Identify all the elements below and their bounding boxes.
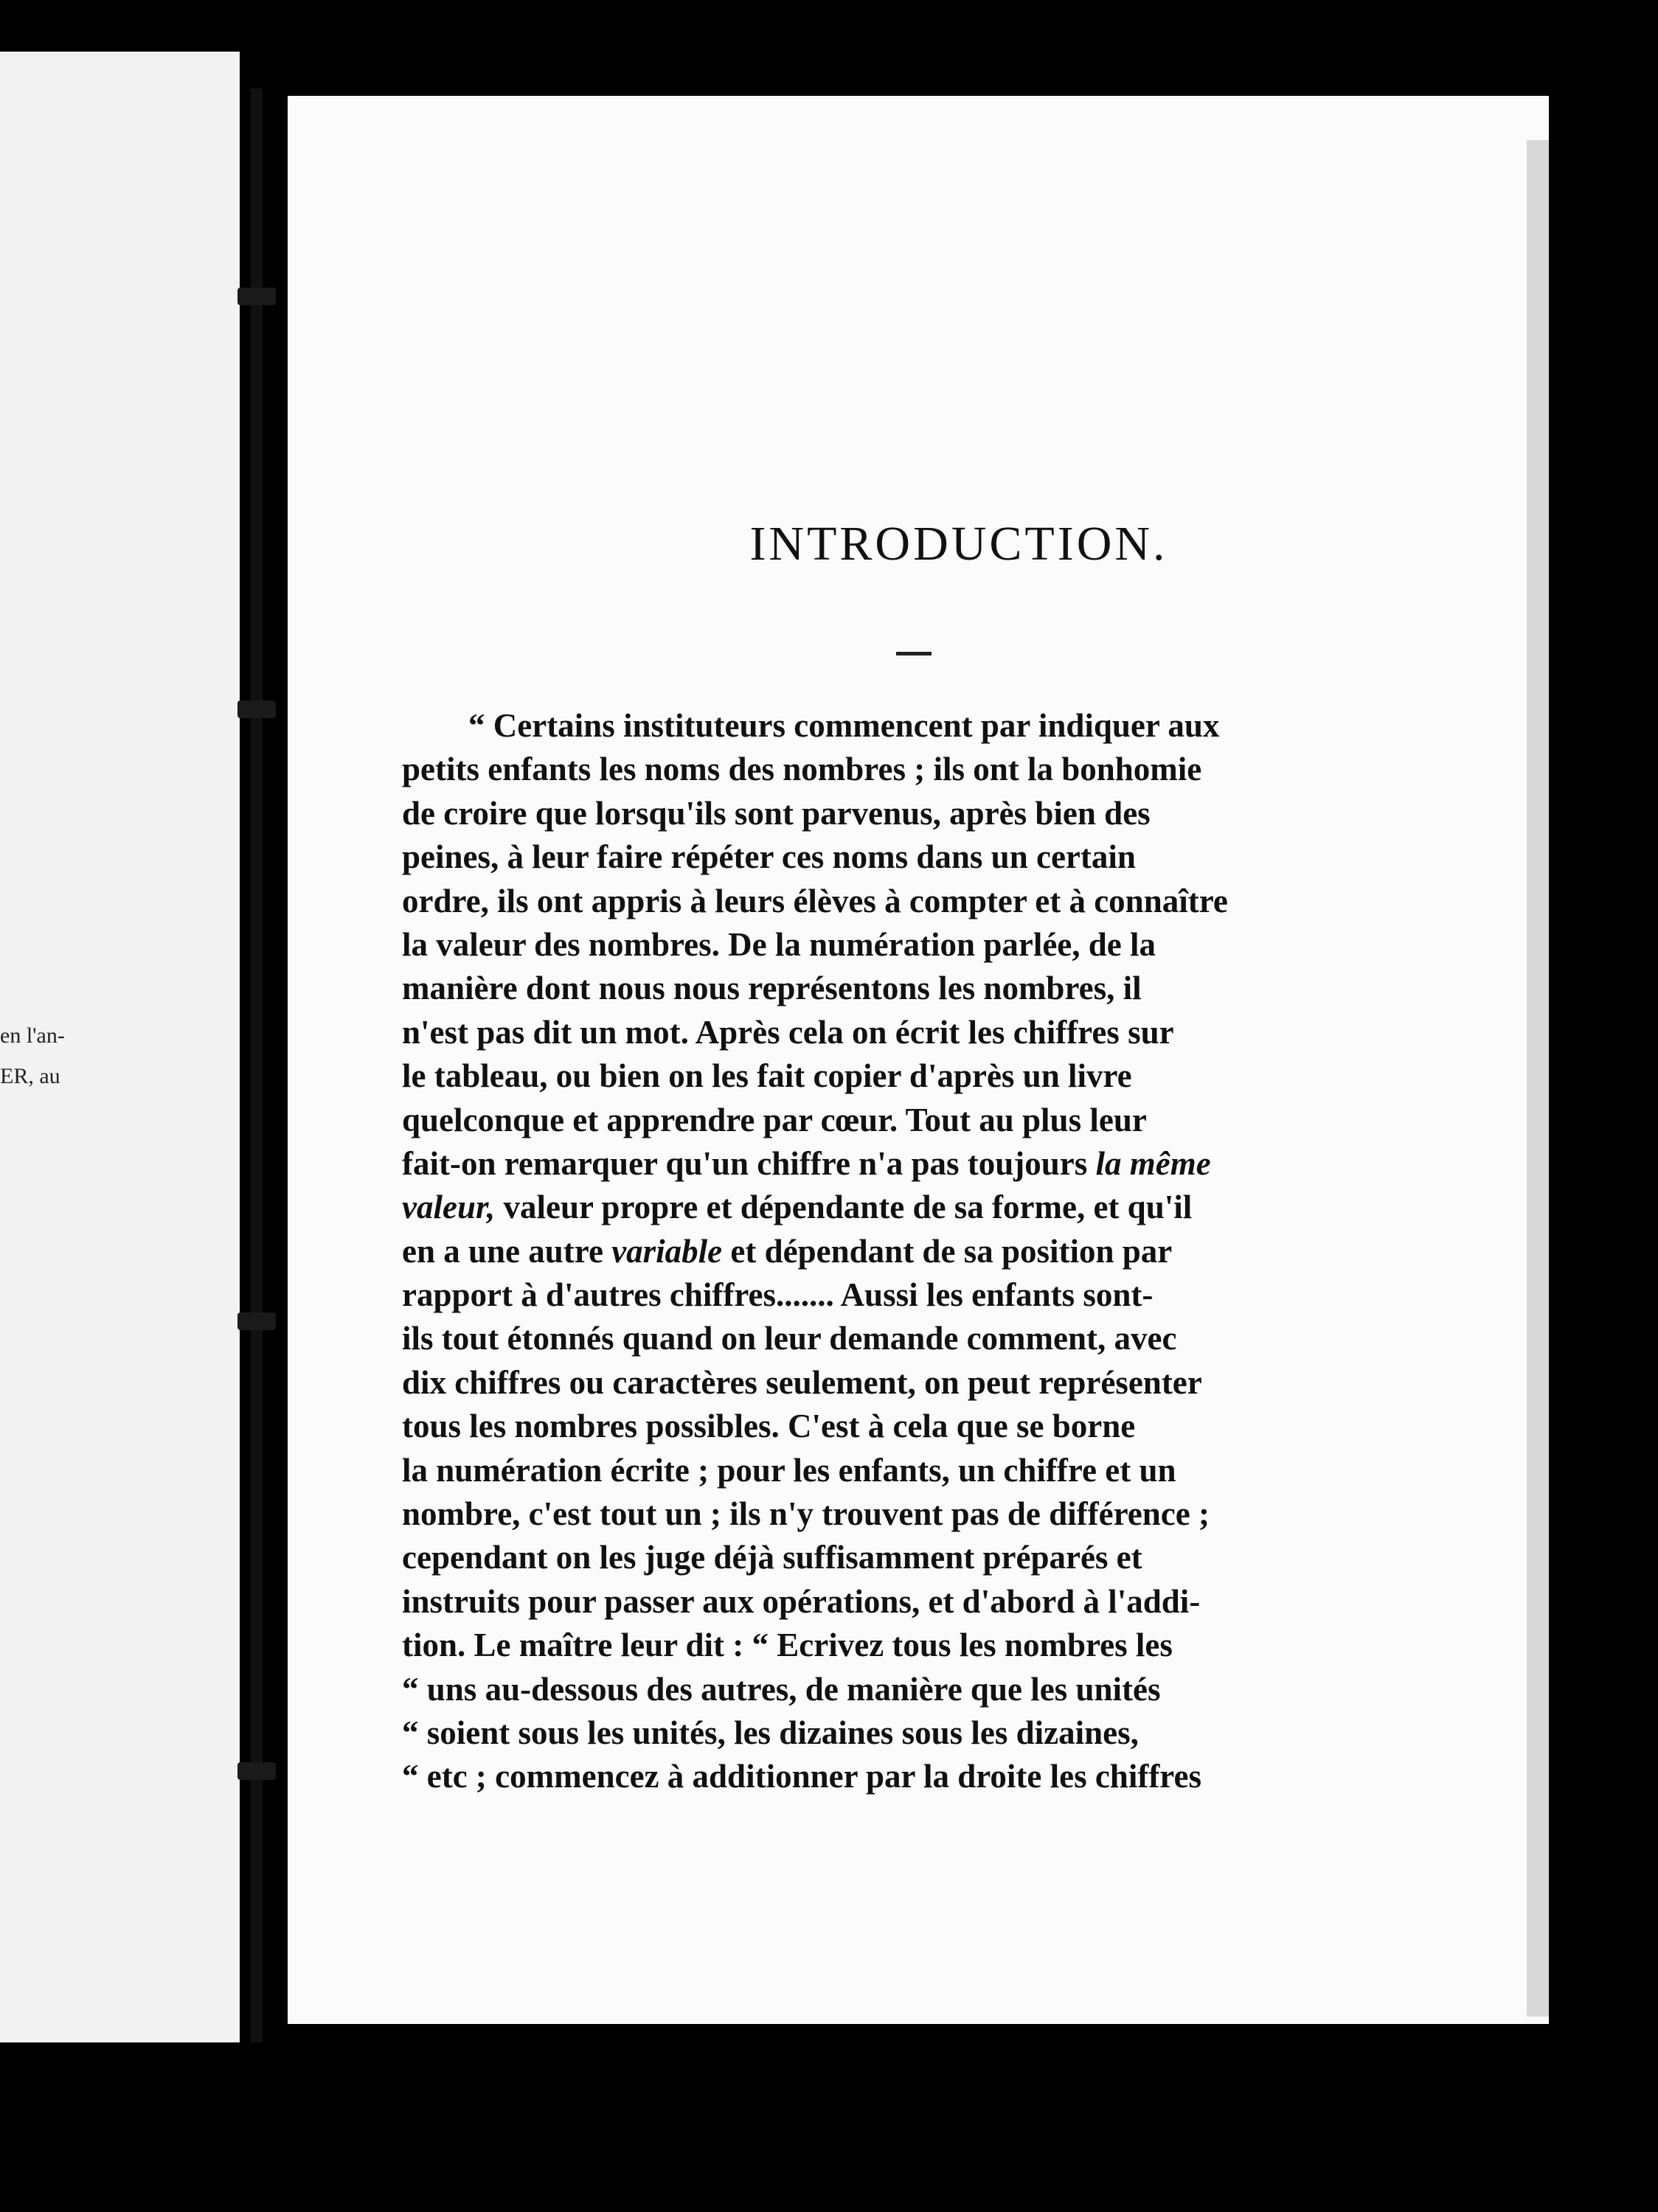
text-line: manière dont nous nous représentons les nombres, il bbox=[402, 970, 1142, 1007]
text-line: “ Certains instituteurs commencent par indiquer aux bbox=[468, 707, 1220, 744]
text-line: tion. Le maître leur dit : “ Ecrivez tous les nombres les bbox=[402, 1627, 1173, 1664]
text-line: peines, à leur faire répéter ces noms dans un certain bbox=[402, 838, 1136, 876]
text-segment: fait-on remarquer qu'un chiffre n'a pas toujours bbox=[402, 1144, 1096, 1182]
binding-knot bbox=[237, 1312, 276, 1330]
text-line: de croire que lorsqu'ils sont parvenus, après bien des bbox=[402, 794, 1151, 832]
left-page-fragment: en l'an- bbox=[0, 1023, 65, 1048]
binding-knot bbox=[237, 288, 276, 305]
text-line bbox=[402, 1230, 1364, 1273]
book-spine-binding bbox=[221, 88, 295, 2042]
text-line: rapport à d'autres chiffres....... Aussi les enfants sont- bbox=[402, 1276, 1154, 1314]
text-line: quelconque et apprendre par cœur. Tout au plus leur bbox=[402, 1101, 1147, 1138]
text-segment: valeur propre et dépendante de sa forme, et qu'il bbox=[495, 1189, 1193, 1226]
text-line: petits enfants les noms des nombres ; ils ont la bonhomie bbox=[402, 751, 1202, 788]
left-page bbox=[0, 52, 240, 2042]
text-line: ils tout étonnés quand on leur demande comment, avec bbox=[402, 1320, 1177, 1357]
text-line: dix chiffres ou caractères seulement, on peut représenter bbox=[402, 1363, 1202, 1401]
text-line bbox=[402, 1186, 1364, 1229]
text-line: “ uns au-dessous des autres, de manière que les unités bbox=[402, 1670, 1161, 1708]
italic-segment: la même bbox=[1095, 1144, 1211, 1182]
italic-segment: valeur, bbox=[402, 1189, 496, 1226]
text-line: nombre, c'est tout un ; ils n'y trouvent pas de différence ; bbox=[402, 1495, 1210, 1533]
page-title: INTRODUCTION. bbox=[749, 517, 1168, 571]
text-line: le tableau, ou bien on les fait copier d'après un livre bbox=[402, 1057, 1132, 1095]
text-line: “ etc ; commencez à additionner par la droite les chiffres bbox=[402, 1758, 1201, 1795]
text-line: la numération écrite ; pour les enfants, un chiffre et un bbox=[402, 1451, 1176, 1489]
text-line: la valeur des nombres. De la numération parlée, de la bbox=[402, 925, 1156, 963]
text-line: “ soient sous les unités, les dizaines sous les dizaines, bbox=[402, 1714, 1139, 1751]
binding-thread bbox=[251, 88, 263, 2042]
page-edge-shadow bbox=[1527, 140, 1549, 2017]
text-line: ordre, ils ont appris à leurs élèves à compter et à connaître bbox=[402, 882, 1228, 919]
italic-segment: variable bbox=[611, 1232, 723, 1270]
binding-knot bbox=[237, 1762, 276, 1780]
binding-knot bbox=[237, 700, 276, 718]
left-page-fragment: ER, au bbox=[0, 1064, 60, 1088]
body-text bbox=[402, 704, 1364, 1799]
text-line: n'est pas dit un mot. Après cela on écrit les chiffres sur bbox=[402, 1013, 1174, 1051]
text-line: instruits pour passer aux opérations, et d'abord à l'addi- bbox=[402, 1582, 1201, 1620]
text-line: cependant on les juge déjà suffisamment préparés et bbox=[402, 1539, 1142, 1576]
text-segment: et dépendant de sa position par bbox=[722, 1232, 1173, 1270]
title-rule bbox=[896, 652, 932, 655]
text-segment: en a une autre bbox=[402, 1232, 612, 1270]
text-line: tous les nombres possibles. C'est à cela que se borne bbox=[402, 1408, 1136, 1445]
text-line bbox=[402, 1142, 1364, 1186]
